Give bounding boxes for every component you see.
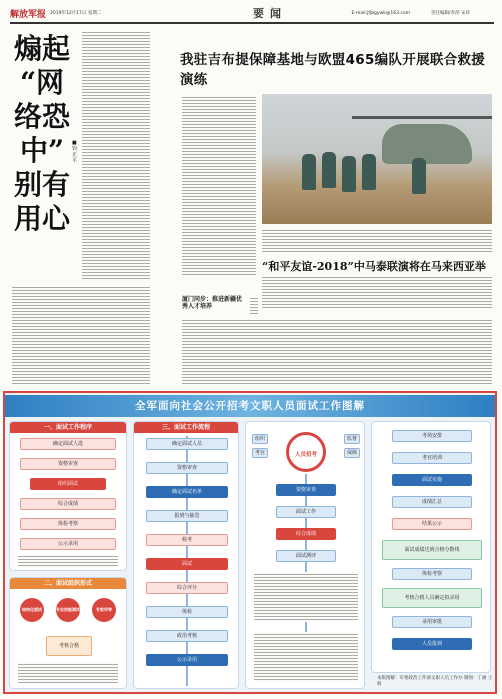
side-label: 监督 (344, 434, 360, 444)
side-label: 保障 (344, 448, 360, 458)
commentary-column (12, 30, 152, 390)
body-text (12, 285, 150, 385)
soldier (322, 152, 336, 188)
panel-title: 一、面试工作程序 (10, 422, 126, 433)
main-headline: 我驻吉布提保障基地与欧盟465编队开展联合救援演练 (180, 52, 486, 88)
implementation-step: 体检考察 (392, 568, 472, 580)
center-badge (286, 432, 326, 472)
format-label: 专业技能测试 (56, 607, 80, 612)
workflow-step: 确定面试人员 (146, 438, 228, 450)
body-text (82, 30, 150, 280)
title-line: “网 (19, 66, 65, 99)
commentary-title (14, 32, 70, 236)
section-title: 要闻 (253, 7, 287, 20)
infographic (3, 391, 497, 694)
procedure-step: 确定面试人选 (20, 438, 116, 450)
panel-procedure (9, 421, 127, 571)
panel-title: 二、面试组织形式 (10, 578, 126, 589)
implementation-step: 录用审批 (392, 616, 472, 628)
workflow-step: 候考 (146, 534, 228, 546)
format-circle (92, 598, 116, 622)
paper-logo: 解放军报 (10, 9, 47, 20)
soldier (362, 154, 376, 190)
implementation-step: 人员报到 (392, 638, 472, 650)
implementation-note: 考核合格人员确定拟录用 (382, 588, 482, 608)
body-text (254, 632, 358, 682)
workflow-step: 公示录用 (146, 654, 228, 666)
workflow-step: 体检 (146, 606, 228, 618)
format-center: 考核合格 (46, 636, 92, 656)
contact-email: E-mail:jfjbgywk@163.com (351, 10, 410, 16)
procedure-step: 体检考察 (20, 518, 116, 530)
helicopter (382, 124, 472, 164)
structure-step: 综合成绩 (276, 528, 336, 540)
panel-exam-structure (245, 421, 365, 689)
implementation-note: 面试成绩达到合格分数线 (382, 540, 482, 560)
side-label: 组织 (252, 434, 268, 444)
panel-format (9, 577, 127, 689)
body-text (18, 554, 118, 568)
implementation-step: 结果公示 (392, 518, 472, 530)
body-text (250, 296, 258, 316)
title-line: 络恐 (14, 100, 71, 133)
title-line: 用心 (14, 202, 71, 235)
panel-workflow (133, 421, 239, 689)
implementation-step: 面试实施 (392, 474, 472, 486)
commentary-byline: ■钧正平 (72, 140, 78, 164)
third-headline: 厦门同步：推进新疆优秀人才培养 (182, 296, 243, 310)
workflow-step: 资格审查 (146, 462, 228, 474)
title-line: 别有 (14, 168, 71, 201)
infographic-credit: 本版图解：军委政治工作部文职人员工作办 制图：丁涵 王萌 (377, 676, 493, 687)
implementation-step: 考场安排 (392, 430, 472, 442)
body-text (18, 662, 118, 684)
helicopter-rotor (352, 116, 492, 119)
procedure-step: 资格审查 (20, 458, 116, 470)
body-text (262, 228, 492, 254)
structure-step: 资格审查 (276, 484, 336, 496)
procedure-step: 综合成绩 (20, 498, 116, 510)
format-label: 结构化面试 (22, 607, 42, 612)
structure-step: 面试测评 (276, 550, 336, 562)
format-circle (20, 598, 44, 622)
format-label: 专家评审 (96, 607, 112, 612)
second-headline: “和平友谊-2018”中马泰联演将在马来西亚举 (262, 260, 486, 273)
soldier (302, 154, 316, 190)
editor-credit: 责任编辑/李萍 宋祥 (431, 11, 470, 16)
procedure-step: 公示录用 (20, 538, 116, 550)
panel-title: 三、面试工作流程 (134, 422, 238, 433)
side-label: 考官 (252, 448, 268, 458)
body-text (182, 318, 492, 386)
body-text (262, 275, 492, 310)
soldier (412, 158, 426, 194)
procedure-step: 组织面试 (30, 478, 106, 490)
issue-date: 2019年12月17日 星期二 (50, 11, 102, 16)
soldier (342, 156, 356, 192)
format-circle (56, 598, 80, 622)
news-photo (262, 94, 492, 224)
title-line: 中” (19, 134, 65, 167)
implementation-step: 成绩汇总 (392, 496, 472, 508)
workflow-step: 确定面试名单 (146, 486, 228, 498)
body-text (254, 572, 358, 622)
structure-step: 面试工作 (276, 506, 336, 518)
workflow-step: 综合评分 (146, 582, 228, 594)
body-text (182, 95, 256, 275)
implementation-step: 考官培训 (392, 452, 472, 464)
workflow-step: 政治考核 (146, 630, 228, 642)
title-line: 煽起 (14, 32, 71, 65)
center-badge-label: 人员招考 (294, 452, 317, 458)
workflow-step: 报到与抽签 (146, 510, 228, 522)
infographic-title: 全军面向社会公开招考文职人员面试工作图解 (5, 395, 495, 417)
page-header (10, 4, 494, 24)
workflow-step: 面试 (146, 558, 228, 570)
panel-implementation (371, 421, 491, 673)
